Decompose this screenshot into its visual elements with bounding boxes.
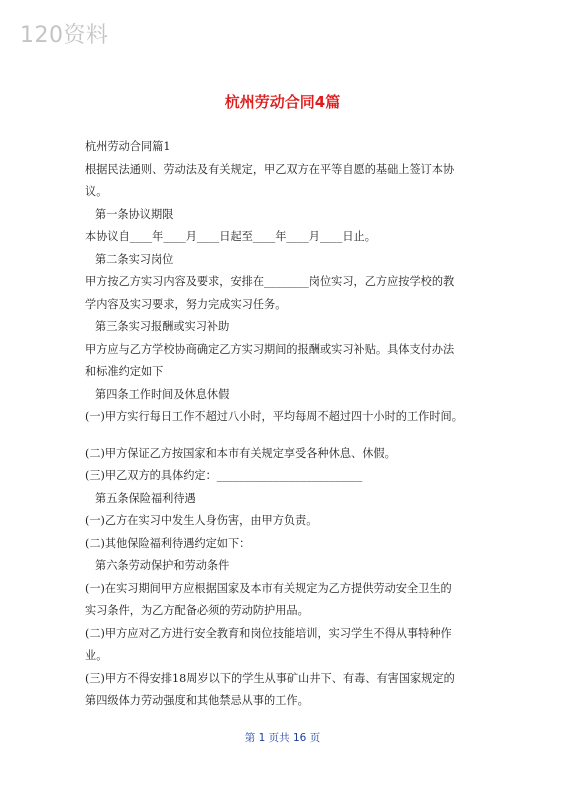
paragraph-line: 本协议自____年____月____日起至____年____月____日止。	[85, 230, 376, 243]
paragraph-line: (一)在实习期间甲方应根据国家及本市有关规定为乙方提供劳动安全卫生的	[85, 581, 452, 595]
paragraph-line: (三)甲方不得安排18周岁以下的学生从事矿山井下、有毒、有害国家规定的	[85, 671, 455, 685]
paragraph-line: 业。	[85, 649, 108, 662]
section-heading: 第五条保险福利待遇	[95, 491, 196, 505]
document-title: 杭州劳动合同4篇	[224, 93, 341, 111]
paragraph-line: (二)甲方保证乙方按国家和本市有关规定享受各种休息、休假。	[85, 446, 396, 460]
paragraph-line: 根据民法通则、劳动法及有关规定，甲乙双方在平等自愿的基础上签订本协	[85, 162, 455, 176]
page-number: 第 1 页共 16 页	[244, 732, 321, 744]
section-heading: 第二条实习岗位	[95, 252, 174, 266]
watermark-logo: 120资料	[20, 23, 109, 48]
paragraph-line: (一)乙方在实习中发生人身伤害，由甲方负责。	[85, 514, 318, 527]
paragraph-line: 第四级体力劳动强度和其他禁忌从事的工作。	[85, 694, 309, 707]
section-heading: 第四条工作时间及休息休假	[95, 387, 230, 401]
paragraph-line: (二)其他保险福利待遇约定如下：	[85, 536, 251, 550]
paragraph-line: (三)甲乙双方的具体约定：__________________________	[85, 469, 363, 482]
paragraph-line: (一)甲方实行每日工作不超过八小时，平均每周不超过四十小时的工作时间。	[85, 410, 463, 423]
document-body	[85, 136, 480, 713]
paragraph-gap	[85, 429, 480, 443]
section-heading: 第一条协议期限	[95, 207, 174, 221]
paragraph-line: 甲方按乙方实习内容及要求，安排在________岗位实习，乙方应按学校的教	[85, 275, 455, 288]
paragraph-line: 和标准约定如下	[85, 365, 164, 378]
paragraph-line: 学内容及实习要求，努力完成实习任务。	[85, 297, 287, 311]
paragraph-line: 议。	[85, 185, 108, 198]
paragraph-line: 甲方应与乙方学校协商确定乙方实习期间的报酬或实习补贴。具体支付办法	[85, 342, 455, 356]
paragraph-line: (二)甲方应对乙方进行安全教育和岗位技能培训，实习学生不得从事特种作	[85, 626, 452, 640]
section-heading: 第三条实习报酬或实习补助	[95, 320, 230, 333]
paragraph-line: 实习条件，为乙方配备必须的劳动防护用品。	[85, 604, 309, 617]
paragraph-heading: 杭州劳动合同篇1	[85, 140, 171, 153]
section-heading: 第六条劳动保护和劳动条件	[95, 559, 230, 572]
